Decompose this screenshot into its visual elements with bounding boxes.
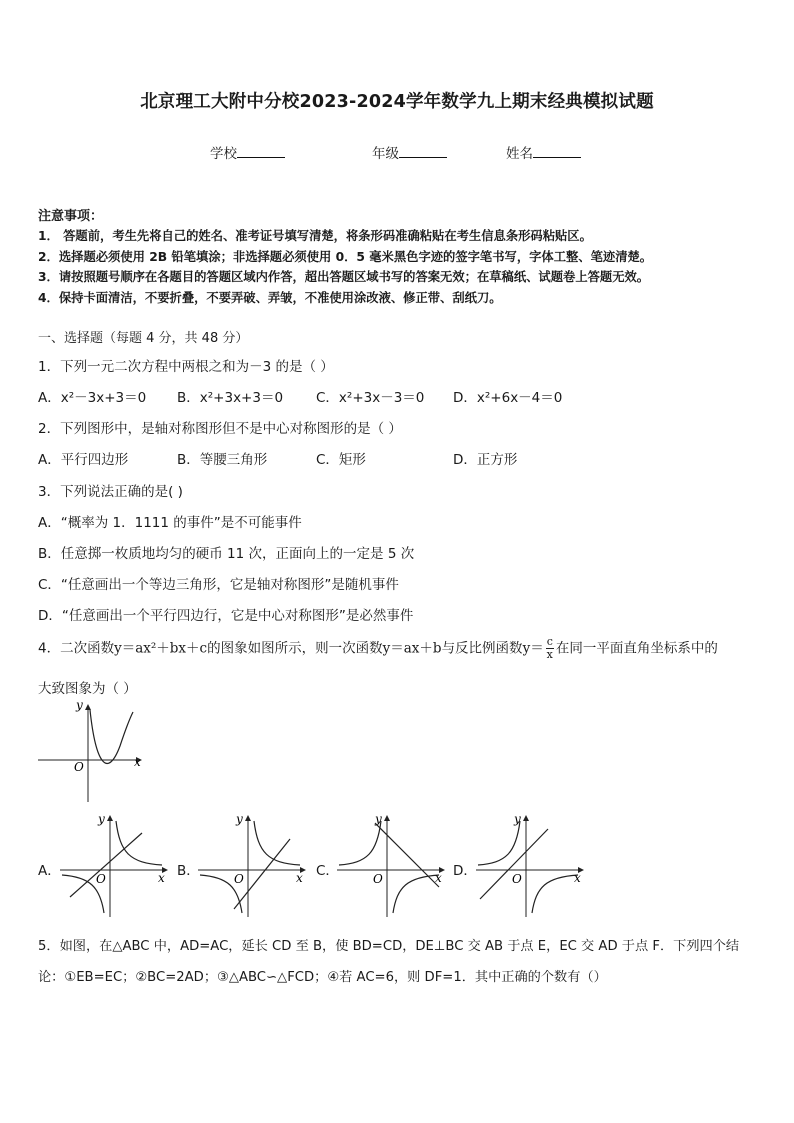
hyperbola-branch: [339, 821, 381, 865]
line-graph: [375, 823, 439, 887]
y-axis-arrow: [85, 704, 91, 710]
q4-expr-linear: y＝ax＋b: [382, 640, 442, 657]
note-item: 3．请按照题号顺序在各题目的答题区域内作答，超出答题区域书写的答案无效；在草稿纸、试题卷上答题无效。: [38, 270, 650, 284]
question-3-option-c[interactable]: C．“任意画出一个等边三角形，它是轴对称图形”是随机事件: [38, 577, 399, 593]
q4-option-b-label[interactable]: B．: [177, 863, 200, 879]
note-item: 1． 答题前，考生先将自己的姓名、准考证号填写清楚，将条形码准确粘贴在考生信息条形码粘贴区。: [38, 229, 592, 243]
question-2-option-c[interactable]: C．矩形: [316, 452, 366, 468]
x-axis-label: x: [158, 871, 165, 885]
line-graph: [70, 833, 142, 897]
question-3-stem: 3．下列说法正确的是( ): [38, 484, 183, 500]
question-5-line2: 论：①EB=EC；②BC=2AD；③△ABC∽△FCD；④若 AC=6，则 DF=1．其中正确的个数有（）: [38, 970, 607, 985]
x-axis-label: x: [134, 755, 141, 769]
origin-label: O: [96, 872, 106, 886]
hyperbola-branch: [254, 821, 300, 865]
q4-option-a-graph[interactable]: [58, 809, 174, 919]
y-axis-label: y: [514, 812, 521, 826]
question-4-stem-line2: 大致图象为（ ）: [38, 681, 137, 697]
grade-field[interactable]: [372, 142, 447, 162]
grade-label: 年级: [372, 146, 399, 162]
grade-blank[interactable]: [399, 145, 447, 158]
question-1-stem: 1．下列一元二次方程中两根之和为－3 的是（ ）: [38, 359, 334, 375]
question-1-option-c[interactable]: C．x²+3x－3＝0: [316, 390, 425, 406]
y-axis-arrow: [107, 815, 113, 821]
q4-stem-b: 的图象如图所示，则一次函数: [207, 640, 383, 657]
q4-stem-a: 4．二次函数: [38, 640, 115, 657]
question-2-stem: 2．下列图形中，是轴对称图形但不是中心对称图形的是（ ）: [38, 421, 402, 437]
school-field[interactable]: [210, 142, 285, 162]
question-2-option-b[interactable]: B．等腰三角形: [177, 452, 268, 468]
section-heading: 一、选择题（每题 4 分，共 48 分）: [38, 331, 249, 346]
q4-option-d-graph[interactable]: [474, 809, 590, 919]
question-4-stem: [38, 636, 718, 661]
x-axis-label: x: [574, 871, 581, 885]
y-axis-label: y: [98, 812, 105, 826]
q4-option-c-label[interactable]: C．: [316, 863, 339, 879]
question-3-option-d[interactable]: D．“任意画出一个平行四边行，它是中心对称图形”是必然事件: [38, 608, 414, 624]
question-1-option-a[interactable]: A．x²－3x+3＝0: [38, 390, 147, 406]
y-axis-arrow: [245, 815, 251, 821]
question-5-line1: 5．如图，在△ABC 中，AD=AC，延长 CD 至 B，使 BD=CD，DE⊥BC 交 AB 于点 E，EC 交 AD 于点 F．下列四个结: [38, 939, 740, 954]
question-3-option-a[interactable]: A．“概率为 1．1111 的事件”是不可能事件: [38, 515, 302, 531]
origin-label: O: [512, 872, 522, 886]
q4-parabola-graph: [36, 696, 156, 804]
y-axis-arrow: [523, 815, 529, 821]
q4-expr-inverse-left: y＝: [522, 640, 544, 657]
q4-expr-quadratic: y＝ax²＋bx＋c: [114, 640, 208, 657]
parabola-curve: [90, 710, 133, 763]
q4-option-b-graph[interactable]: [196, 809, 312, 919]
origin-label: O: [373, 872, 383, 886]
school-label: 学校: [210, 146, 237, 162]
q4-frac-numerator: c: [546, 635, 553, 648]
y-axis-label: y: [236, 812, 243, 826]
note-item: 2．选择题必须使用 2B 铅笔填涂；非选择题必须使用 0．5 毫米黑色字迹的签字笔书写，字体工整、笔迹清楚。: [38, 250, 653, 264]
hyperbola-branch: [532, 875, 578, 913]
y-axis-label: y: [76, 698, 83, 712]
origin-label: O: [234, 872, 244, 886]
q4-stem-c: 与反比例函数: [441, 640, 523, 657]
line-graph: [480, 829, 548, 899]
hyperbola-branch: [478, 821, 520, 865]
note-item: 4．保持卡面清洁，不要折叠，不要弄破、弄皱，不准使用涂改液、修正带、刮纸刀。: [38, 291, 502, 305]
question-3-option-b[interactable]: B．任意掷一枚质地均匀的硬币 11 次，正面向上的一定是 5 次: [38, 546, 415, 562]
question-2-option-a[interactable]: A．平行四边形: [38, 452, 129, 468]
origin-label: O: [74, 760, 84, 774]
y-axis-arrow: [384, 815, 390, 821]
x-axis-label: x: [296, 871, 303, 885]
question-1-option-d[interactable]: D．x²+6x－4＝0: [453, 390, 563, 406]
x-axis-label: x: [435, 871, 442, 885]
q4-option-a-label[interactable]: A．: [38, 863, 61, 879]
y-axis-label: y: [375, 812, 382, 826]
school-blank[interactable]: [237, 145, 285, 158]
name-blank[interactable]: [533, 145, 581, 158]
name-label: 姓名: [506, 146, 533, 162]
name-field[interactable]: [506, 142, 581, 162]
q4-option-d-label[interactable]: D．: [453, 863, 477, 879]
notes-heading: 注意事项：: [38, 209, 104, 224]
page-title: 北京理工大附中分校2023-2024学年数学九上期末经典模拟试题: [140, 92, 654, 112]
q4-frac-denominator: x: [546, 648, 553, 661]
q4-stem-d: 在同一平面直角坐标系中的: [555, 640, 718, 657]
q4-fraction: [546, 636, 554, 661]
question-1-option-b[interactable]: B．x²+3x+3＝0: [177, 390, 284, 406]
q4-option-c-graph[interactable]: [335, 809, 451, 919]
question-2-option-d[interactable]: D．正方形: [453, 452, 518, 468]
hyperbola-branch: [116, 821, 162, 865]
